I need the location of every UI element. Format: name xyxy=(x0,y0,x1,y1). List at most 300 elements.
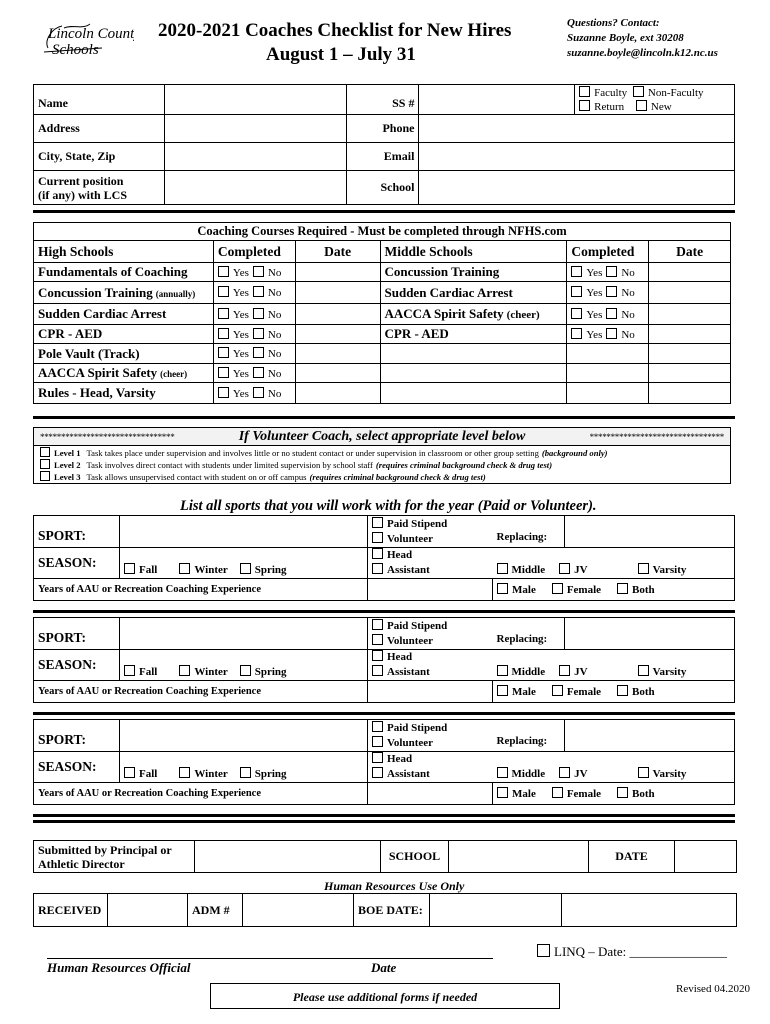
female-label: Female xyxy=(566,686,602,698)
hr-table xyxy=(33,893,737,927)
head-label: Head xyxy=(387,753,413,765)
ms-date-field[interactable] xyxy=(649,282,731,304)
ms-date-field[interactable] xyxy=(649,263,731,282)
paid-stipend-checkbox[interactable] xyxy=(372,619,383,630)
no-label: No xyxy=(621,328,635,341)
school-label: School xyxy=(346,171,419,205)
hs-date-field[interactable] xyxy=(295,282,380,304)
assistant-checkbox[interactable] xyxy=(372,767,383,778)
sport-field[interactable] xyxy=(120,720,368,752)
submitted-by-field[interactable] xyxy=(195,841,381,873)
yes-label: Yes xyxy=(586,308,603,321)
hs-completed-cell xyxy=(213,263,295,282)
ms-date-field[interactable] xyxy=(649,364,731,383)
hr-official-label: Human Resources Official xyxy=(47,960,191,975)
paid-stipend-checkbox[interactable] xyxy=(372,517,383,528)
yes-label: Yes xyxy=(232,328,249,341)
hs-yes-checkbox[interactable] xyxy=(218,308,229,319)
yes-label: Yes xyxy=(232,367,249,380)
male-checkbox[interactable] xyxy=(497,787,508,798)
hs-yes-checkbox[interactable] xyxy=(218,347,229,358)
phone-label: Phone xyxy=(346,115,419,143)
replacing-label: Replacing: xyxy=(493,516,565,548)
divider xyxy=(33,712,735,715)
contact-email: suzanne.boyle@lincoln.k12.nc.us xyxy=(567,47,718,59)
ms-no-checkbox[interactable] xyxy=(606,266,617,277)
hs-completed-cell xyxy=(213,364,295,383)
hs-completed-cell xyxy=(213,304,295,325)
sport-block xyxy=(33,719,735,805)
volunteer-label: Volunteer xyxy=(387,532,434,545)
assistant-label: Assistant xyxy=(387,768,430,780)
sport-field[interactable] xyxy=(120,618,368,650)
yes-label: Yes xyxy=(232,308,249,321)
male-checkbox[interactable] xyxy=(497,685,508,696)
ms-yes-checkbox[interactable] xyxy=(571,286,582,297)
personal-info-table xyxy=(33,84,735,205)
no-label: No xyxy=(267,266,282,279)
winter-label: Winter xyxy=(194,768,228,780)
volunteer-checkbox[interactable] xyxy=(372,736,383,747)
fall-checkbox[interactable] xyxy=(124,665,135,676)
head-label: Head xyxy=(387,549,413,561)
submit-school-field[interactable] xyxy=(449,841,589,873)
hs-no-checkbox[interactable] xyxy=(253,266,264,277)
school-header: SCHOOL xyxy=(381,841,449,873)
city-label: City, State, Zip xyxy=(34,143,165,171)
no-label: No xyxy=(267,348,282,360)
winter-checkbox[interactable] xyxy=(179,563,190,574)
middle-label: Middle xyxy=(511,666,546,678)
assistant-checkbox[interactable] xyxy=(372,563,383,574)
male-label: Male xyxy=(512,584,536,596)
hs-date-field[interactable] xyxy=(295,304,380,325)
courses-table xyxy=(33,222,731,404)
submitted-label-1: Submitted by Principal or xyxy=(38,842,172,857)
revised-label: Revised 04.2020 xyxy=(676,983,750,995)
ms-no-checkbox[interactable] xyxy=(606,328,617,339)
hs-course-name xyxy=(34,304,214,325)
both-checkbox[interactable] xyxy=(617,685,628,696)
assistant-label: Assistant xyxy=(387,564,430,576)
middle-checkbox[interactable] xyxy=(497,563,508,574)
both-label: Both xyxy=(632,584,655,596)
hs-course-name xyxy=(34,325,214,344)
varsity-label: Varsity xyxy=(652,564,687,576)
varsity-checkbox[interactable] xyxy=(638,665,649,676)
ms-completed-cell xyxy=(567,344,649,364)
level-note: (requires criminal background check & drug test) xyxy=(309,472,486,482)
yes-label: Yes xyxy=(232,287,249,299)
ms-course-name xyxy=(380,304,567,325)
replacing-label: Replacing: xyxy=(493,720,565,752)
ms-completed-cell xyxy=(567,263,649,282)
non-faculty-label: Non-Faculty xyxy=(647,86,704,99)
email-field[interactable] xyxy=(419,143,735,171)
sport-block xyxy=(33,617,735,703)
hs-course-label: AACCA Spirit Safety xyxy=(38,365,158,380)
hs-no-checkbox[interactable] xyxy=(253,387,264,398)
years-experience-label: Years of AAU or Recreation Coaching Experience xyxy=(34,579,368,601)
hr-heading: Human Resources Use Only xyxy=(324,879,465,893)
middle-label: Middle xyxy=(511,564,546,576)
volunteer-stars-right: ******************************** xyxy=(589,431,724,442)
boe-label: BOE DATE: xyxy=(354,894,430,927)
faculty-checkbox[interactable] xyxy=(579,86,590,97)
volunteer-heading: If Volunteer Coach, select appropriate level below xyxy=(238,428,526,444)
season-options xyxy=(120,650,368,681)
hr-date-label: Date xyxy=(371,960,397,975)
ms-course-name xyxy=(380,263,567,282)
years-experience-field[interactable] xyxy=(368,681,493,703)
return-label: Return xyxy=(594,100,625,113)
logo-line2: Schools xyxy=(52,42,99,58)
paid-stipend-label: Paid Stipend xyxy=(387,721,448,734)
submit-table xyxy=(33,840,737,873)
volunteer-level-row xyxy=(40,447,724,459)
volunteer-label: Volunteer xyxy=(387,736,434,749)
ms-course-label: CPR - AED xyxy=(384,326,449,341)
ms-date-header: Date xyxy=(649,241,731,263)
ms-completed-cell xyxy=(567,325,649,344)
ms-completed-cell xyxy=(567,364,649,383)
logo-line1: Lincoln County xyxy=(48,26,134,42)
volunteer-checkbox[interactable] xyxy=(372,532,383,543)
volunteer-level-row xyxy=(40,471,724,483)
received-label: RECEIVED xyxy=(34,894,108,927)
ms-course-label: Concussion Training xyxy=(384,264,500,279)
hs-yes-checkbox[interactable] xyxy=(218,328,229,339)
years-experience-field[interactable] xyxy=(368,783,493,805)
paid-volunteer-cell xyxy=(368,618,493,650)
hs-course-label: Pole Vault (Track) xyxy=(38,345,140,361)
ms-date-field[interactable] xyxy=(649,383,731,404)
ms-date-field[interactable] xyxy=(649,344,731,364)
hs-header: High Schools xyxy=(34,241,214,263)
name-field[interactable] xyxy=(164,85,346,115)
varsity-label: Varsity xyxy=(652,666,687,678)
both-checkbox[interactable] xyxy=(617,583,628,594)
page-subtitle: August 1 – July 31 xyxy=(266,44,416,65)
middle-checkbox[interactable] xyxy=(497,767,508,778)
hs-course-label: Concussion Training xyxy=(38,284,153,300)
spring-label: Spring xyxy=(254,768,287,780)
jv-checkbox[interactable] xyxy=(559,767,570,778)
female-label: Female xyxy=(566,584,602,596)
level-checkbox[interactable] xyxy=(40,471,50,481)
hs-course-note: (annually) xyxy=(155,288,196,299)
hs-yes-checkbox[interactable] xyxy=(218,367,229,378)
fall-checkbox[interactable] xyxy=(124,767,135,778)
head-checkbox[interactable] xyxy=(372,650,383,661)
phone-field[interactable] xyxy=(419,115,735,143)
assistant-label: Assistant xyxy=(387,666,430,678)
lincoln-county-schools-logo xyxy=(42,18,134,58)
hs-completed-cell xyxy=(213,344,295,364)
contact-line2: Suzanne Boyle, ext 30208 xyxy=(567,32,684,44)
ms-course-name xyxy=(380,364,567,383)
no-label: No xyxy=(621,266,635,279)
hs-completed-cell xyxy=(213,282,295,304)
ms-course-name xyxy=(380,282,567,304)
ms-course-note: (cheer) xyxy=(506,309,540,321)
hs-course-name xyxy=(34,344,214,364)
paid-stipend-label: Paid Stipend xyxy=(387,619,448,632)
ms-completed-cell xyxy=(567,383,649,404)
male-label: Male xyxy=(512,788,536,800)
hs-date-field[interactable] xyxy=(295,344,380,364)
ms-completed-cell xyxy=(567,304,649,325)
male-checkbox[interactable] xyxy=(497,583,508,594)
jv-label: JV xyxy=(574,666,588,678)
hs-no-checkbox[interactable] xyxy=(253,308,264,319)
boe-field[interactable] xyxy=(430,894,562,927)
divider xyxy=(33,610,735,613)
no-label: No xyxy=(621,287,635,299)
yes-label: Yes xyxy=(586,266,603,279)
return-checkbox[interactable] xyxy=(579,100,590,111)
head-label: Head xyxy=(387,651,413,663)
winter-label: Winter xyxy=(194,666,228,678)
volunteer-stars-left: ******************************** xyxy=(40,431,175,442)
linq-checkbox[interactable] xyxy=(537,944,550,957)
years-experience-label: Years of AAU or Recreation Coaching Experience xyxy=(34,783,368,805)
sport-block xyxy=(33,515,735,601)
season-options xyxy=(120,752,368,783)
hs-yes-checkbox[interactable] xyxy=(218,266,229,277)
hs-date-field[interactable] xyxy=(295,364,380,383)
divider xyxy=(33,210,735,213)
ms-completed-header: Completed xyxy=(567,241,649,263)
no-label: No xyxy=(267,367,282,380)
fall-label: Fall xyxy=(139,768,158,780)
ms-yes-checkbox[interactable] xyxy=(571,308,582,319)
sport-field[interactable] xyxy=(120,516,368,548)
level-label: Level 3 xyxy=(54,472,81,482)
paid-stipend-checkbox[interactable] xyxy=(372,721,383,732)
hs-date-header: Date xyxy=(295,241,380,263)
replacing-field[interactable] xyxy=(565,618,735,650)
female-checkbox[interactable] xyxy=(552,787,563,798)
ms-course-name xyxy=(380,383,567,404)
ss-field[interactable] xyxy=(419,85,575,115)
hs-course-name xyxy=(34,263,214,282)
city-field[interactable] xyxy=(164,143,346,171)
email-label: Email xyxy=(346,143,419,171)
submit-date-field[interactable] xyxy=(675,841,737,873)
winter-checkbox[interactable] xyxy=(179,767,190,778)
female-label: Female xyxy=(566,788,602,800)
winter-checkbox[interactable] xyxy=(179,665,190,676)
replacing-field[interactable] xyxy=(565,720,735,752)
season-label: SEASON: xyxy=(34,752,120,783)
spring-label: Spring xyxy=(254,666,287,678)
hs-course-note: (cheer) xyxy=(160,369,188,379)
season-label: SEASON: xyxy=(34,650,120,681)
replacing-field[interactable] xyxy=(565,516,735,548)
paid-stipend-label: Paid Stipend xyxy=(387,517,448,530)
hs-completed-header: Completed xyxy=(213,241,295,263)
yes-label: Yes xyxy=(232,387,249,400)
paid-volunteer-cell xyxy=(368,720,493,752)
volunteer-checkbox[interactable] xyxy=(372,634,383,645)
varsity-checkbox[interactable] xyxy=(638,767,649,778)
position-field[interactable] xyxy=(164,171,346,205)
ms-no-checkbox[interactable] xyxy=(606,286,617,297)
hr-extra-field[interactable] xyxy=(562,894,737,927)
hs-date-field[interactable] xyxy=(295,263,380,282)
volunteer-label: Volunteer xyxy=(387,634,434,647)
volunteer-section xyxy=(33,427,731,484)
ms-course-label: Sudden Cardiac Arrest xyxy=(384,284,513,300)
level-options xyxy=(493,650,735,681)
ms-course-label: AACCA Spirit Safety xyxy=(384,306,504,321)
years-experience-label: Years of AAU or Recreation Coaching Experience xyxy=(34,681,368,703)
yes-label: Yes xyxy=(232,266,249,279)
assistant-checkbox[interactable] xyxy=(372,665,383,676)
hs-yes-checkbox[interactable] xyxy=(218,387,229,398)
level-label: Level 2 xyxy=(54,460,81,470)
ms-yes-checkbox[interactable] xyxy=(571,328,582,339)
ms-course-name xyxy=(380,325,567,344)
gender-options xyxy=(493,681,735,703)
divider xyxy=(33,416,735,419)
sport-label: SPORT: xyxy=(34,516,120,548)
level-checkbox[interactable] xyxy=(40,447,50,457)
linq-date-line[interactable]: _______________ xyxy=(629,944,727,959)
hs-yes-checkbox[interactable] xyxy=(218,286,229,297)
ms-completed-cell xyxy=(567,282,649,304)
level-note: (requires criminal background check & drug test) xyxy=(375,460,553,470)
head-checkbox[interactable] xyxy=(372,752,383,763)
head-assistant-cell xyxy=(368,650,493,681)
hs-no-checkbox[interactable] xyxy=(253,286,264,297)
page-title: 2020-2021 Coaches Checklist for New Hires xyxy=(158,20,512,41)
ms-course-name xyxy=(380,344,567,364)
spring-checkbox[interactable] xyxy=(240,563,251,574)
hs-no-checkbox[interactable] xyxy=(253,347,264,358)
hs-completed-cell xyxy=(213,325,295,344)
season-label: SEASON: xyxy=(34,548,120,579)
paid-volunteer-cell xyxy=(368,516,493,548)
female-checkbox[interactable] xyxy=(552,583,563,594)
additional-forms-note: Please use additional forms if needed xyxy=(210,983,560,1009)
level-text: Task involves direct contact with students under limited supervision by school staff xyxy=(86,460,373,470)
replacing-label: Replacing: xyxy=(493,618,565,650)
sport-label: SPORT: xyxy=(34,618,120,650)
new-checkbox[interactable] xyxy=(636,100,647,111)
hs-no-checkbox[interactable] xyxy=(253,328,264,339)
no-label: No xyxy=(621,308,635,321)
both-checkbox[interactable] xyxy=(617,787,628,798)
adm-label: ADM # xyxy=(188,894,243,927)
ms-header: Middle Schools xyxy=(380,241,567,263)
middle-checkbox[interactable] xyxy=(497,665,508,676)
gender-options xyxy=(493,579,735,601)
level-note: (background only) xyxy=(541,448,608,458)
non-faculty-checkbox[interactable] xyxy=(633,86,644,97)
fall-checkbox[interactable] xyxy=(124,563,135,574)
spring-checkbox[interactable] xyxy=(240,767,251,778)
courses-heading: Coaching Courses Required - Must be completed through NFHS.com xyxy=(34,223,731,241)
hs-course-name xyxy=(34,364,214,383)
ms-date-field[interactable] xyxy=(649,325,731,344)
level-options xyxy=(493,752,735,783)
ms-no-checkbox[interactable] xyxy=(606,308,617,319)
level-text: Task allows unsupervised contact with student on or off campus xyxy=(86,472,307,482)
linq-row xyxy=(537,944,727,960)
varsity-label: Varsity xyxy=(652,768,687,780)
spring-checkbox[interactable] xyxy=(240,665,251,676)
hs-date-field[interactable] xyxy=(295,383,380,404)
fall-label: Fall xyxy=(139,666,158,678)
jv-checkbox[interactable] xyxy=(559,563,570,574)
ms-date-field[interactable] xyxy=(649,304,731,325)
hs-course-label: Rules - Head, Varsity xyxy=(38,385,156,400)
sport-label: SPORT: xyxy=(34,720,120,752)
signature-line xyxy=(47,958,493,959)
divider xyxy=(33,814,735,817)
jv-checkbox[interactable] xyxy=(559,665,570,676)
male-label: Male xyxy=(512,686,536,698)
address-field[interactable] xyxy=(164,115,346,143)
ss-label: SS # xyxy=(346,85,419,115)
level-checkbox[interactable] xyxy=(40,459,50,469)
adm-field[interactable] xyxy=(243,894,354,927)
jv-label: JV xyxy=(574,564,588,576)
no-label: No xyxy=(267,308,282,321)
years-experience-field[interactable] xyxy=(368,579,493,601)
hs-date-field[interactable] xyxy=(295,325,380,344)
hs-course-label: CPR - AED xyxy=(38,326,103,341)
contact-line1: Questions? Contact: xyxy=(567,17,660,29)
linq-label: LINQ – Date: xyxy=(554,944,627,959)
hs-course-name xyxy=(34,383,214,404)
received-field[interactable] xyxy=(108,894,188,927)
no-label: No xyxy=(267,387,282,400)
school-field[interactable] xyxy=(419,171,735,205)
sports-heading: List all sports that you will work with for the year (Paid or Volunteer). xyxy=(180,498,597,514)
gender-options xyxy=(493,783,735,805)
level-options xyxy=(493,548,735,579)
both-label: Both xyxy=(632,686,655,698)
middle-label: Middle xyxy=(511,768,546,780)
hs-course-name xyxy=(34,282,214,304)
ms-yes-checkbox[interactable] xyxy=(571,266,582,277)
no-label: No xyxy=(267,328,282,341)
varsity-checkbox[interactable] xyxy=(638,563,649,574)
hs-course-label: Sudden Cardiac Arrest xyxy=(38,306,167,321)
yes-label: Yes xyxy=(232,348,249,360)
hs-course-label: Fundamentals of Coaching xyxy=(38,264,188,279)
female-checkbox[interactable] xyxy=(552,685,563,696)
name-label: Name xyxy=(34,85,165,115)
yes-label: Yes xyxy=(586,328,603,341)
hs-completed-cell xyxy=(213,383,295,404)
level-label: Level 1 xyxy=(54,448,81,458)
head-checkbox[interactable] xyxy=(372,548,383,559)
both-label: Both xyxy=(632,788,655,800)
hs-no-checkbox[interactable] xyxy=(253,367,264,378)
level-text: Task takes place under supervision and involves little or no student contact or under supervision in classroom or other group setting xyxy=(86,448,539,458)
submitted-label-2: Athletic Director xyxy=(38,856,125,871)
faculty-label: Faculty xyxy=(594,86,628,99)
date-header: DATE xyxy=(589,841,675,873)
address-label: Address xyxy=(34,115,165,143)
spring-label: Spring xyxy=(254,564,287,576)
new-label: New xyxy=(650,100,672,113)
position-label-1: Current position xyxy=(38,173,124,188)
